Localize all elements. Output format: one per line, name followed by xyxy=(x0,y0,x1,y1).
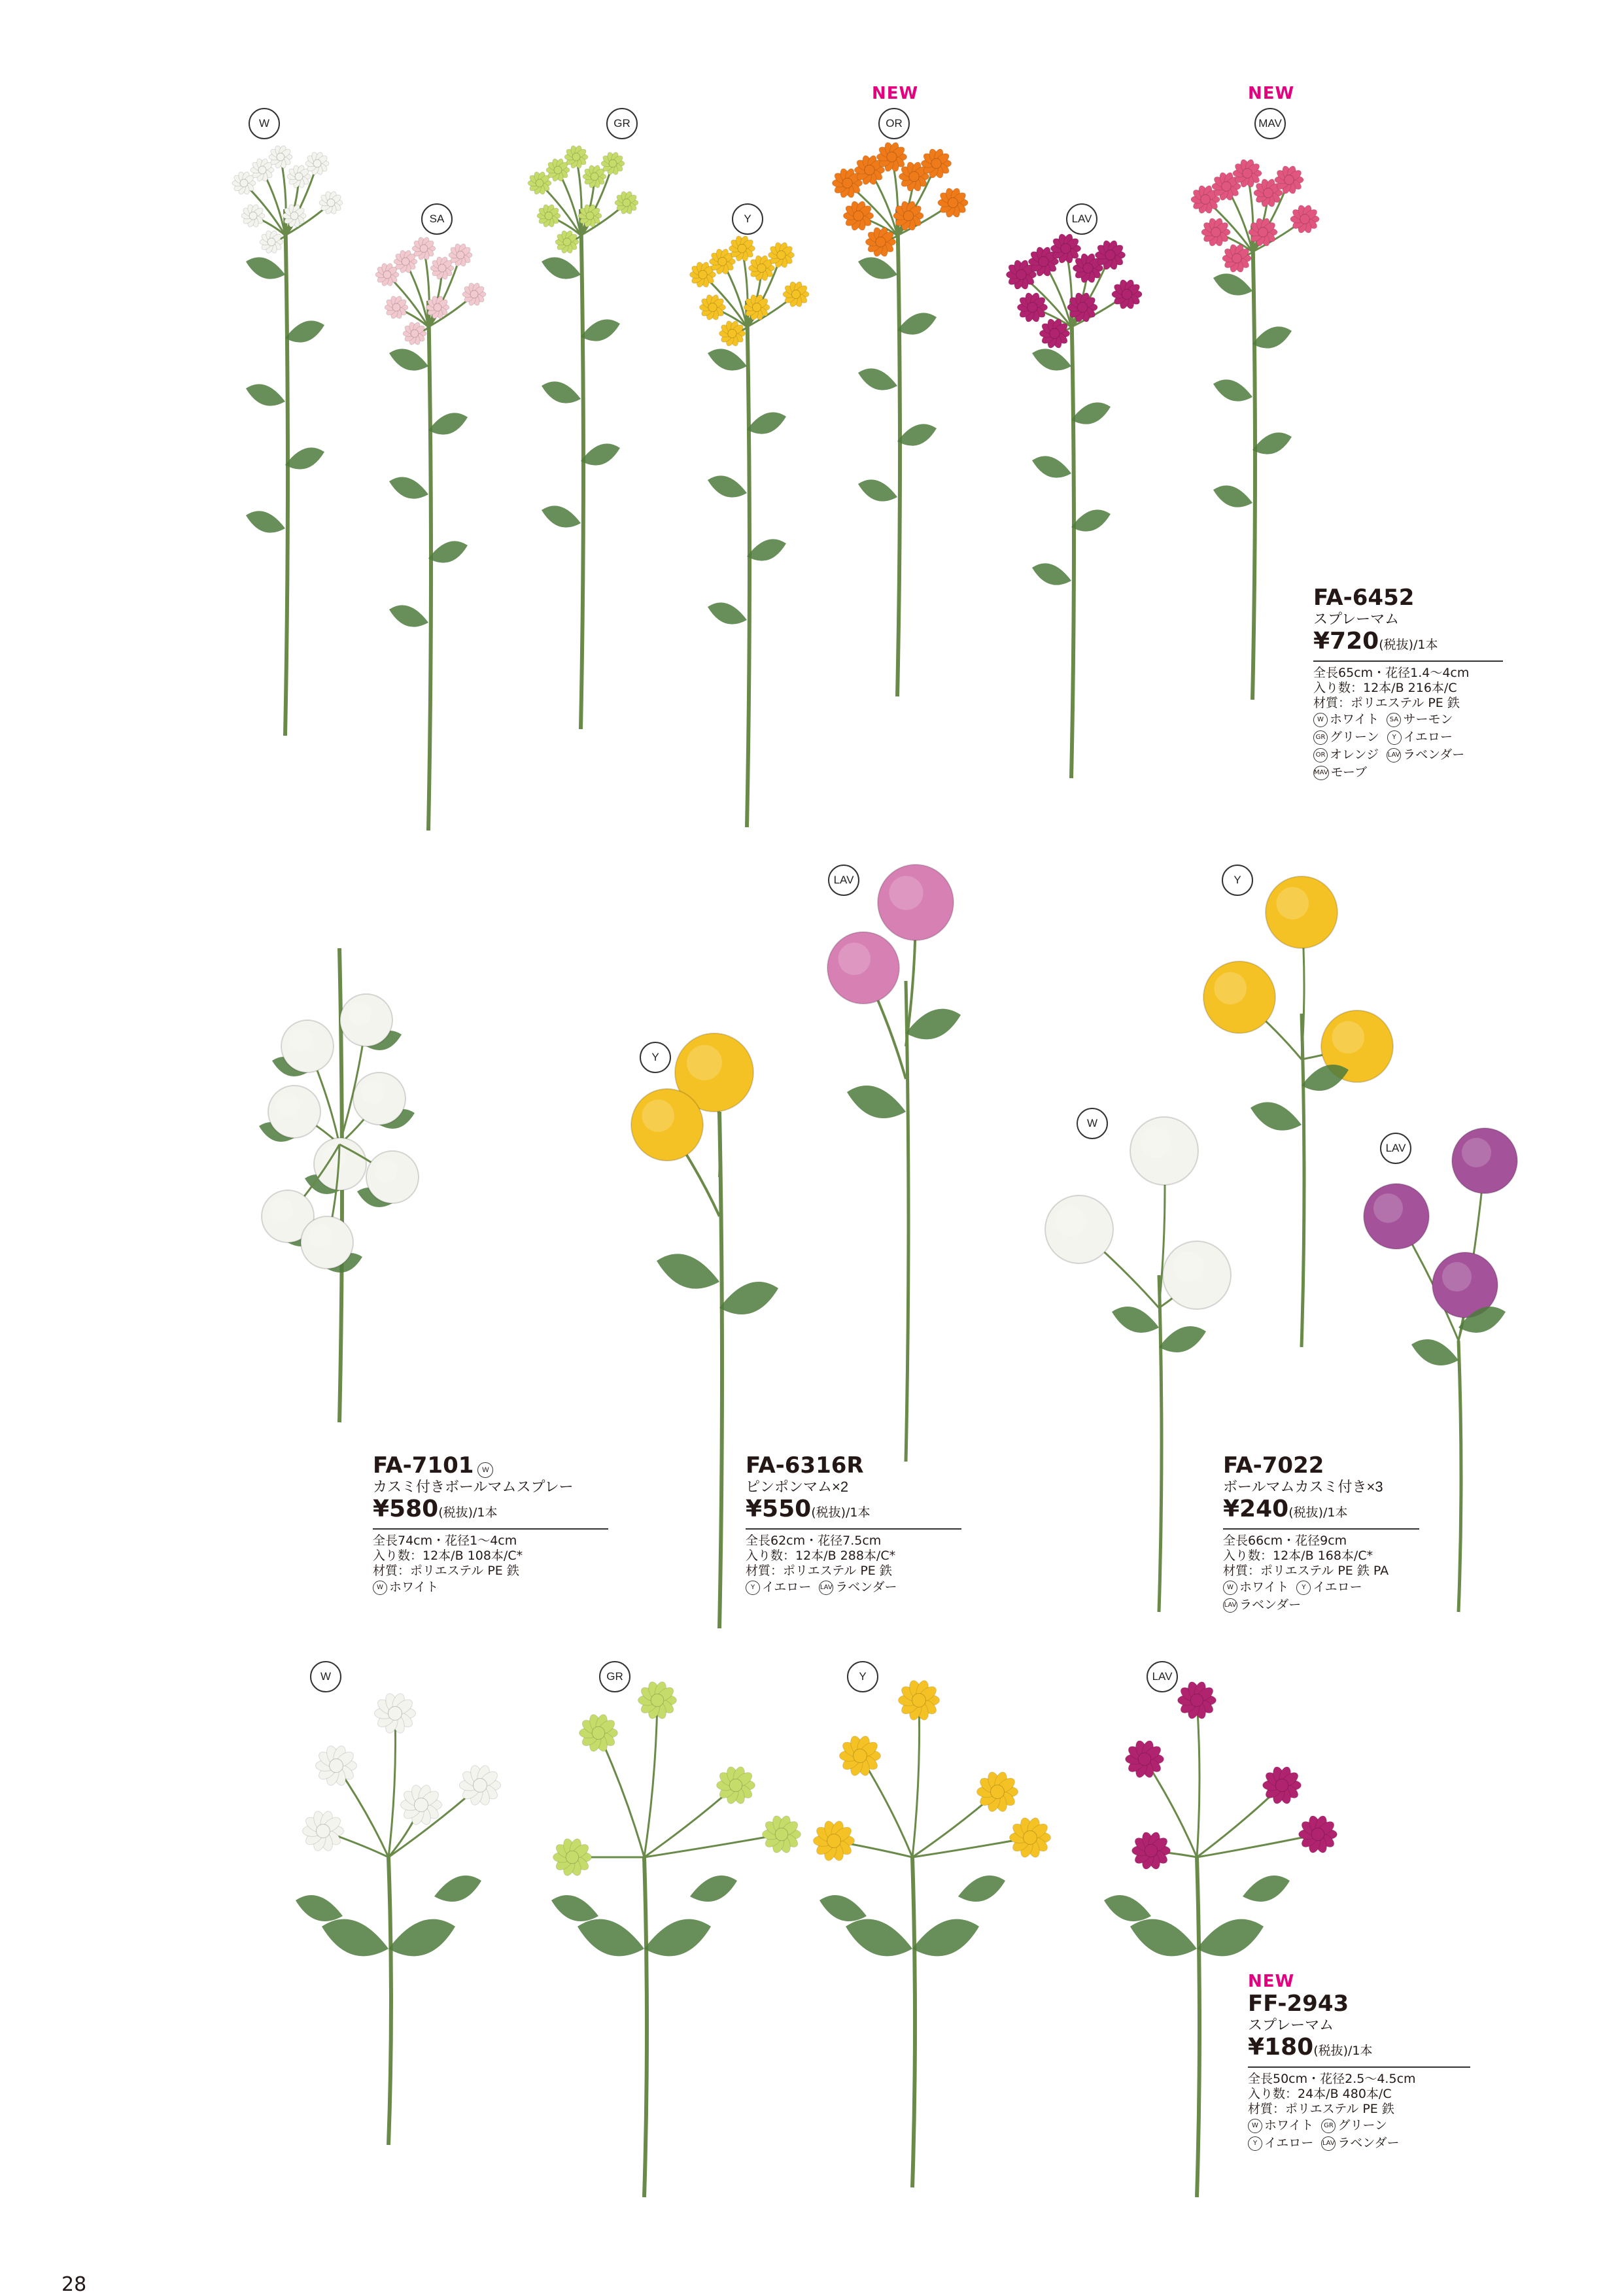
divider xyxy=(1248,2066,1470,2068)
flower-center xyxy=(728,329,736,337)
product-code: FA-6452 xyxy=(1313,585,1415,611)
flower-highlight xyxy=(1277,887,1309,920)
flower-center xyxy=(563,238,571,246)
stem xyxy=(897,209,900,696)
product-spec: 入り数：24本/B 480本/C xyxy=(1248,2087,1392,2101)
flower-center xyxy=(623,199,630,207)
flower-center xyxy=(757,264,766,272)
product-ff-2943 xyxy=(1248,1972,1470,2152)
flower-highlight xyxy=(1332,1021,1365,1054)
stem xyxy=(1071,301,1074,778)
leaf xyxy=(1251,1102,1302,1130)
product-code: FF-2943 xyxy=(1248,1991,1349,2017)
product-price: ¥240(税抜)/1本 xyxy=(1223,1496,1348,1522)
product-name: ボールマムカスミ付き×3 xyxy=(1223,1479,1383,1495)
flower-center xyxy=(1243,169,1252,179)
new-label-or: NEW xyxy=(872,84,919,103)
flower-highlight xyxy=(1462,1138,1491,1167)
flower-highlight xyxy=(348,1002,371,1025)
product-name: スプレーマム xyxy=(1313,611,1400,627)
leaf xyxy=(1112,1307,1159,1333)
leaf xyxy=(542,257,581,279)
stem xyxy=(1302,1014,1304,1347)
leaf xyxy=(657,1254,719,1288)
product-spec: 全長62cm・花径7.5cm xyxy=(746,1534,882,1548)
flower-center xyxy=(609,160,617,167)
flower-center xyxy=(887,152,897,162)
leaf xyxy=(1252,326,1292,348)
leaf xyxy=(719,1282,778,1314)
color-list: Y イエロー LAV ラベンダー xyxy=(746,1579,961,1596)
flower-highlight xyxy=(289,1028,313,1052)
flower-center xyxy=(267,238,275,246)
flower-center xyxy=(1077,302,1087,312)
flower-center xyxy=(718,257,727,266)
leaf xyxy=(708,475,747,497)
stem xyxy=(747,301,750,827)
flower-center xyxy=(1138,1753,1151,1766)
leaf xyxy=(1302,1065,1349,1091)
leaf xyxy=(690,1876,737,1902)
new-label-mav: NEW xyxy=(1248,84,1295,103)
flower-center xyxy=(383,271,391,279)
flower-center xyxy=(415,1798,428,1812)
flower-center xyxy=(1039,256,1048,266)
stem xyxy=(912,1857,915,2187)
flower-center xyxy=(1083,263,1093,273)
color-badge-w: W xyxy=(249,108,280,139)
leaf xyxy=(246,384,285,405)
product-fa-6316r xyxy=(746,1453,961,1596)
color-badge-y: Y xyxy=(640,1042,671,1073)
color-badge-sa: SA xyxy=(421,203,453,235)
product-spec: 全長74cm・花径1〜4cm xyxy=(373,1534,517,1548)
flower-highlight xyxy=(309,1224,332,1248)
flower-center xyxy=(738,244,746,252)
stem xyxy=(428,301,431,831)
leaf xyxy=(296,1895,343,1921)
leaf xyxy=(1213,379,1252,401)
leaf xyxy=(1032,349,1071,370)
leaf xyxy=(322,1919,388,1957)
flower-center xyxy=(991,1785,1005,1799)
product-name: ピンポンマム×2 xyxy=(746,1479,849,1495)
leaf xyxy=(897,313,937,334)
divider xyxy=(373,1528,608,1530)
stem xyxy=(906,981,908,1462)
color-badge-lav: LAV xyxy=(1380,1133,1411,1164)
product-spec: 入り数：12本/B 216本/C xyxy=(1313,681,1457,695)
leaf xyxy=(1104,1895,1151,1921)
product-code: FA-7101 xyxy=(373,1452,474,1479)
flower-center xyxy=(729,1779,742,1792)
leaf xyxy=(581,319,620,341)
product-spec: 入り数：12本/B 288本/C* xyxy=(746,1549,896,1563)
flower-center xyxy=(258,166,266,174)
flower-center xyxy=(651,1694,664,1707)
flower-center xyxy=(1105,250,1115,260)
product-spec: 全長66cm・花径9cm xyxy=(1223,1534,1347,1548)
flower-center xyxy=(1211,228,1221,237)
flower-center xyxy=(572,153,580,161)
flower-center xyxy=(591,173,598,180)
color-badge-gr: GR xyxy=(606,108,638,139)
flower-highlight xyxy=(687,1045,722,1080)
flower-center xyxy=(948,197,958,207)
divider xyxy=(1223,1528,1419,1530)
flower-center xyxy=(586,212,594,220)
page-number: 28 xyxy=(61,2273,87,2296)
product-price: ¥720(税抜)/1本 xyxy=(1313,628,1438,655)
leaf xyxy=(428,413,468,434)
flower-center xyxy=(249,212,257,220)
flower-center xyxy=(295,173,303,180)
product-name: スプレーマム xyxy=(1248,2017,1334,2033)
leaf xyxy=(1071,402,1111,424)
divider xyxy=(1313,660,1503,662)
flower-center xyxy=(402,258,409,266)
leaf xyxy=(551,1895,598,1921)
product-fa-6452 xyxy=(1313,585,1503,781)
product-price: ¥180(税抜)/1本 xyxy=(1248,2034,1373,2061)
leaf xyxy=(388,1919,455,1957)
color-badge-y: Y xyxy=(847,1661,878,1692)
leaf xyxy=(285,320,324,342)
color-badge-w: W xyxy=(1077,1108,1108,1139)
leaf xyxy=(578,1919,644,1957)
stem xyxy=(388,1857,391,2145)
flower-center xyxy=(1190,1694,1203,1707)
stem xyxy=(1458,1341,1461,1612)
product-code: FA-6316R xyxy=(746,1452,864,1479)
leaf xyxy=(1159,1326,1206,1352)
flower-center xyxy=(1232,254,1242,264)
leaf xyxy=(1032,456,1071,477)
flower-center xyxy=(777,250,785,259)
color-list: W ホワイト SA サーモン GR グリーン Y イエロー OR オレンジ LAV ラベンダー MAV モーブ xyxy=(1314,712,1465,780)
leaf xyxy=(912,1919,979,1957)
stem xyxy=(388,1713,396,1857)
flower-center xyxy=(434,303,441,311)
flower-center xyxy=(1024,1831,1037,1845)
flower-center xyxy=(1311,1828,1324,1841)
flower-highlight xyxy=(374,1159,398,1182)
color-badge-mav: MAV xyxy=(1254,108,1286,139)
product-fa-7101 xyxy=(373,1453,608,1596)
stem xyxy=(598,1733,644,1857)
flower-center xyxy=(240,179,248,187)
leaf xyxy=(747,412,786,434)
flower-center xyxy=(545,212,553,220)
stem xyxy=(644,1700,657,1857)
leaf xyxy=(1213,485,1252,507)
stem xyxy=(1159,1275,1162,1612)
stem xyxy=(1197,1857,1199,2197)
flower-center xyxy=(827,1834,841,1848)
color-list: W ホワイト GR グリーン Y イエロー LAV ラベンダー xyxy=(1248,2117,1470,2152)
color-badge-y: Y xyxy=(732,203,763,235)
flower-center xyxy=(931,158,941,168)
product-fa-7022 xyxy=(1223,1453,1419,1614)
flower-center xyxy=(1027,302,1037,312)
flower-center xyxy=(290,212,298,220)
leaf xyxy=(858,257,897,279)
flower-center xyxy=(392,303,400,311)
stem xyxy=(285,209,288,736)
stem xyxy=(644,1834,782,1857)
leaf xyxy=(1252,432,1292,454)
flower-highlight xyxy=(1141,1127,1171,1158)
color-badge-lav: LAV xyxy=(1147,1661,1178,1692)
flower-center xyxy=(699,270,707,279)
flower-center xyxy=(566,1851,579,1864)
leaf xyxy=(1243,1876,1290,1902)
stem xyxy=(581,209,583,729)
flower-highlight xyxy=(1173,1252,1204,1282)
leaf xyxy=(708,602,747,624)
leaf xyxy=(246,257,285,279)
flower-center xyxy=(554,166,562,174)
flower-center xyxy=(791,290,800,298)
flower-center xyxy=(775,1828,788,1841)
product-code: FA-7022 xyxy=(1223,1452,1324,1479)
flower-highlight xyxy=(1056,1206,1086,1237)
flower-highlight xyxy=(1373,1193,1403,1223)
leaf xyxy=(1213,273,1252,295)
flower-center xyxy=(1016,269,1026,279)
flower-center xyxy=(1285,175,1294,185)
product-spec: 全長65cm・花径1.4〜4cm xyxy=(1313,666,1470,680)
stem xyxy=(1197,1834,1318,1857)
flower-center xyxy=(317,1825,330,1838)
product-spec: 全長50cm・花径2.5〜4.5cm xyxy=(1248,2072,1416,2086)
flower-center xyxy=(1264,188,1273,198)
product-name: カスミ付きボールマムスプレー xyxy=(373,1479,574,1495)
stem xyxy=(1252,226,1255,700)
flower-center xyxy=(592,1726,605,1739)
flower-center xyxy=(474,1779,487,1792)
leaf xyxy=(1130,1919,1197,1957)
flower-center xyxy=(1275,1779,1288,1792)
product-spec: 入り数：12本/B 168本/C* xyxy=(1223,1549,1373,1563)
product-price: ¥550(税抜)/1本 xyxy=(746,1496,871,1522)
flower-center xyxy=(457,251,464,259)
divider xyxy=(746,1528,961,1530)
flower-center xyxy=(876,237,886,247)
color-badge-lav: LAV xyxy=(1066,203,1097,235)
flower-center xyxy=(438,264,446,272)
flower-center xyxy=(708,303,717,311)
product-spec: 材質：ポリエステル PE 鉄 xyxy=(373,1564,519,1578)
product-spec: 材質：ポリエステル PE 鉄 xyxy=(1248,2102,1394,2116)
flower-center xyxy=(854,1749,867,1763)
leaf xyxy=(542,505,581,527)
flower-center xyxy=(327,199,335,207)
color-list: W ホワイト Y イエロー LAV ラベンダー xyxy=(1224,1580,1362,1612)
flower-center xyxy=(470,290,478,298)
leaf xyxy=(428,541,468,562)
product-price: ¥580(税抜)/1本 xyxy=(373,1496,498,1522)
leaf xyxy=(389,477,428,498)
new-label: NEW xyxy=(1248,1972,1295,1991)
flower-highlight xyxy=(1215,972,1247,1005)
flower-center xyxy=(865,165,874,175)
leaf xyxy=(644,1919,711,1957)
flower-center xyxy=(1122,289,1131,299)
leaf xyxy=(820,1895,867,1921)
flower-center xyxy=(1201,195,1211,205)
leaf xyxy=(1411,1339,1458,1365)
stem xyxy=(1197,1700,1199,1857)
color-badge-lav: LAV xyxy=(828,865,859,896)
leaf xyxy=(1032,563,1071,585)
leaf xyxy=(389,349,428,370)
leaf xyxy=(542,381,581,403)
flower-center xyxy=(752,303,761,311)
leaf xyxy=(897,424,937,445)
flower-center xyxy=(277,153,285,161)
flower-center xyxy=(313,160,321,167)
leaf xyxy=(285,447,324,469)
leaf xyxy=(389,605,428,626)
leaf xyxy=(1071,509,1111,531)
flower-highlight xyxy=(276,1093,300,1117)
flower-highlight xyxy=(361,1080,385,1104)
product-spec: 材質：ポリエステル PE 鉄 xyxy=(746,1564,892,1578)
flower-center xyxy=(912,1694,926,1707)
leaf xyxy=(846,1919,912,1957)
color-badge-or: OR xyxy=(878,108,910,139)
flower-highlight xyxy=(1442,1262,1472,1292)
flower-center xyxy=(388,1707,402,1721)
flower-highlight xyxy=(889,876,923,910)
leaf xyxy=(434,1876,481,1902)
flower-center xyxy=(536,179,544,187)
stem xyxy=(644,1857,647,2197)
flower-highlight xyxy=(269,1198,293,1222)
color-badge-w: W xyxy=(310,1661,341,1692)
flower-center xyxy=(1050,328,1060,338)
leaf xyxy=(1197,1919,1264,1957)
flower-center xyxy=(1258,228,1268,237)
stem xyxy=(912,1700,920,1857)
flower-center xyxy=(854,211,863,220)
flower-center xyxy=(903,211,913,220)
flower-center xyxy=(1145,1844,1158,1857)
flower-center xyxy=(1222,182,1232,192)
flower-center xyxy=(909,171,919,181)
color-badge-w: W xyxy=(477,1462,493,1478)
flower-highlight xyxy=(642,1100,675,1133)
flower-center xyxy=(1061,243,1071,253)
flower-center xyxy=(1300,214,1310,224)
flower-highlight xyxy=(838,943,871,976)
flower-center xyxy=(842,178,852,188)
product-spec: 入り数：12本/B 108本/C* xyxy=(373,1549,523,1563)
leaf xyxy=(858,368,897,390)
leaf xyxy=(747,539,786,560)
color-badge-y: Y xyxy=(1222,865,1253,896)
leaf xyxy=(858,479,897,501)
leaf xyxy=(708,349,747,370)
flower-center xyxy=(411,330,419,337)
stem xyxy=(719,1112,722,1628)
flower-center xyxy=(330,1759,343,1773)
leaf xyxy=(581,443,620,465)
color-badge-gr: GR xyxy=(599,1661,630,1692)
product-spec: 材質：ポリエステル PE 鉄 PA xyxy=(1223,1564,1389,1578)
product-spec: 材質：ポリエステル PE 鉄 xyxy=(1313,696,1460,710)
flower-center xyxy=(420,245,428,252)
leaf xyxy=(906,1009,961,1040)
color-list: W ホワイト xyxy=(373,1579,608,1596)
leaf xyxy=(847,1086,906,1118)
leaf xyxy=(246,511,285,532)
leaf xyxy=(958,1876,1005,1902)
